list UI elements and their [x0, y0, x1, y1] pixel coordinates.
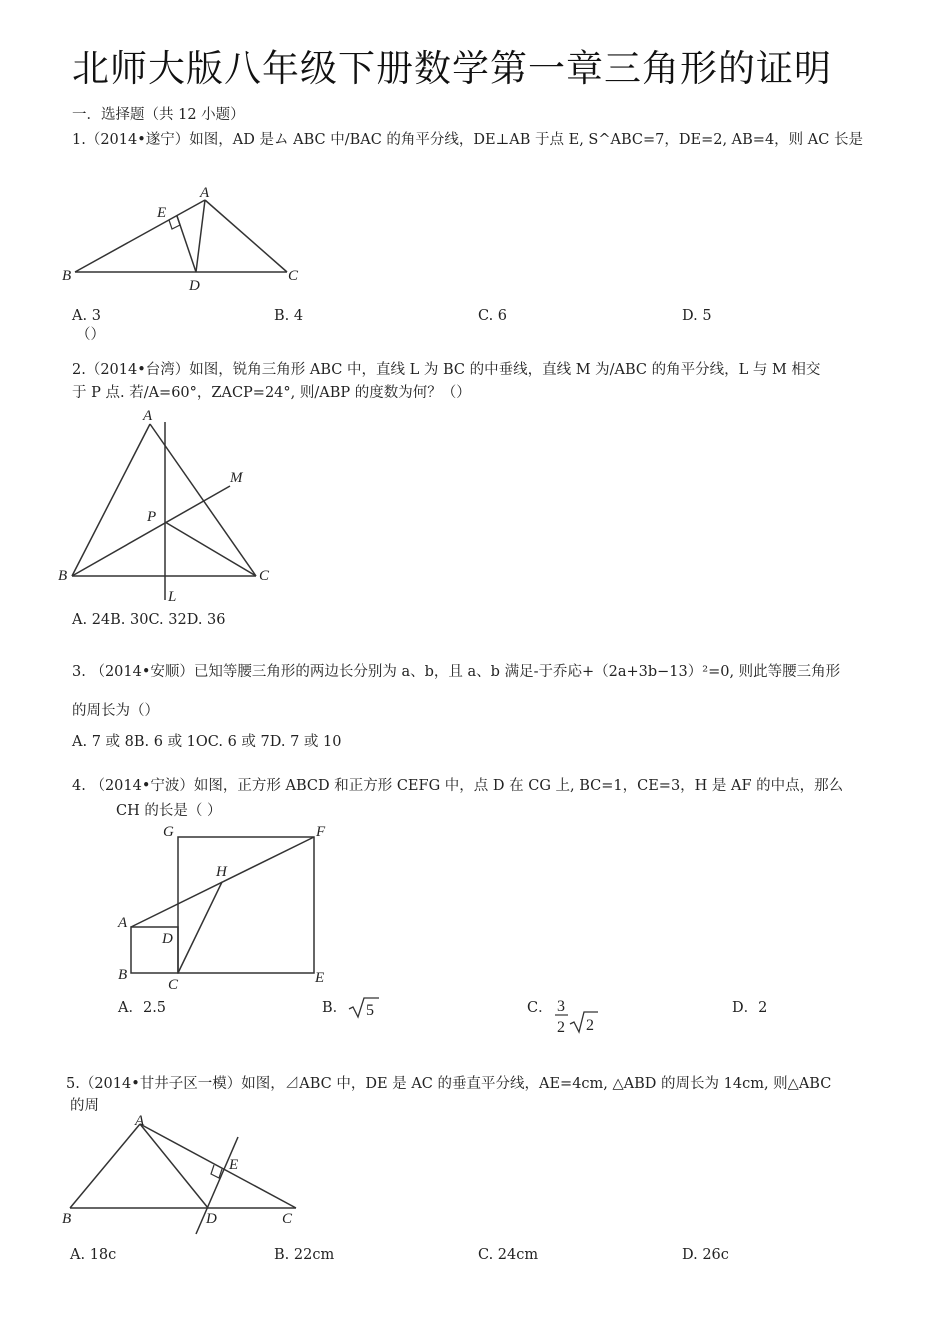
q4-label-b: B: [118, 967, 128, 983]
q1-options-clipped: [70, 305, 890, 324]
q4-option-b-radical: [346, 995, 380, 1021]
q2-line-2: 于 P 点. 若/A=60°，ZACP=24°, 则/ABP 的度数为何？（）: [72, 385, 471, 401]
q1-option-c: C. 6: [478, 308, 508, 324]
page-title: 北师大版八年级下册数学第一章三角形的证明: [72, 47, 832, 90]
q4-option-b-radicand: 5: [366, 1002, 374, 1019]
section-heading: 一．选择题（共 12 小题）: [72, 107, 245, 123]
q4-option-c: C．: [527, 1000, 553, 1016]
q5-line-2: 的周: [70, 1098, 99, 1114]
q1-label-d: D: [189, 278, 200, 294]
q5-label-d: D: [206, 1211, 217, 1227]
q5-line-1: 5.（2014•甘井子区一模）如图，⊿ABC 中，DE 是 AC 的垂直平分线，AE=4cm, △ABD 的周长为 14cm, 则△ABC: [66, 1076, 832, 1092]
q1-option-a: A. 3: [72, 308, 101, 324]
q2-label-c: C: [259, 568, 270, 584]
q4-figure: [110, 820, 340, 995]
q2-label-b: B: [58, 568, 68, 584]
q4-label-e: E: [315, 970, 325, 986]
q4-line-1: 4. （2014•宁波）如图，正方形 ABCD 和正方形 CEFG 中，点 D 在 CG 上, BC=1，CE=3，H 是 AF 的中点，那么: [72, 778, 844, 794]
q1-option-b: B. 4: [274, 308, 304, 324]
q5-label-b: B: [62, 1211, 72, 1227]
q5-option-c: C. 24cm: [478, 1247, 539, 1263]
q4-option-c-denominator: 2: [557, 1019, 565, 1036]
q1-label-e: E: [157, 205, 167, 221]
q2-label-p: P: [147, 509, 157, 525]
q1-answer-paren: （）: [76, 327, 105, 343]
q2-line-1: 2.（2014•台湾）如图，锐角三角形 ABC 中，直线 L 为 BC 的中垂线，直线 M 为/ABC 的角平分线，L 与 M 相交: [72, 362, 821, 378]
q4-label-c: C: [168, 977, 179, 993]
q2-label-a: A: [143, 408, 153, 424]
q4-option-c-numerator: 3: [557, 998, 565, 1015]
q5-option-d: D. 26c: [682, 1247, 729, 1263]
q2-label-l: L: [168, 589, 177, 605]
q5-line-2-clipped: [66, 1097, 166, 1114]
q1-label-a: A: [200, 185, 210, 201]
q4-label-h: H: [216, 864, 227, 880]
q2-figure: [56, 404, 286, 606]
q1-text: 1.（2014•遂宁）如图，AD 是ム ABC 中/BAC 的角平分线，DE⊥AB 于点 E, S^ABC=7，DE=2, AB=4，则 AC 长是: [72, 132, 863, 148]
q5-label-a: A: [135, 1113, 145, 1129]
q5-line-1-clipped: [66, 1075, 896, 1092]
q3-options: A. 7 或 8B. 6 或 1OC. 6 或 7D. 7 或 10: [72, 734, 342, 750]
q1-label-c: C: [288, 268, 299, 284]
q1-option-d: D. 5: [682, 308, 712, 324]
q4-label-a: A: [118, 915, 128, 931]
q5-label-e: E: [229, 1157, 239, 1173]
q4-label-d: D: [162, 931, 173, 947]
q5-label-c: C: [282, 1211, 293, 1227]
q3-line-1: 3. （2014•安顺）已知等腰三角形的两边长分别为 a、b，且 a、b 满足-于乔応+（2a+3b−13）²=0, 则此等腰三角形: [72, 664, 841, 680]
q1-figure: [58, 180, 318, 295]
q4-line-2: CH 的长是（ ）: [116, 803, 222, 819]
q4-label-f: F: [316, 824, 326, 840]
q4-option-d: D．2: [732, 1000, 768, 1016]
q5-figure: [58, 1112, 308, 1237]
q5-option-b: B. 22cm: [274, 1247, 335, 1263]
q4-option-c-expression: [552, 994, 602, 1038]
q2-label-m: M: [230, 470, 243, 486]
q3-line-2: 的周长为（）: [72, 703, 159, 719]
q2-options: A. 24B. 30C. 32D. 36: [72, 612, 226, 628]
q4-option-b: B．: [322, 1000, 348, 1016]
q5-option-a: A. 18c: [70, 1247, 117, 1263]
q5-options-clipped: [66, 1246, 896, 1263]
q1-label-b: B: [62, 268, 72, 284]
q4-option-c-radicand: 2: [586, 1017, 594, 1034]
q4-label-g: G: [163, 824, 174, 840]
q4-option-a: A．2.5: [118, 1000, 167, 1016]
